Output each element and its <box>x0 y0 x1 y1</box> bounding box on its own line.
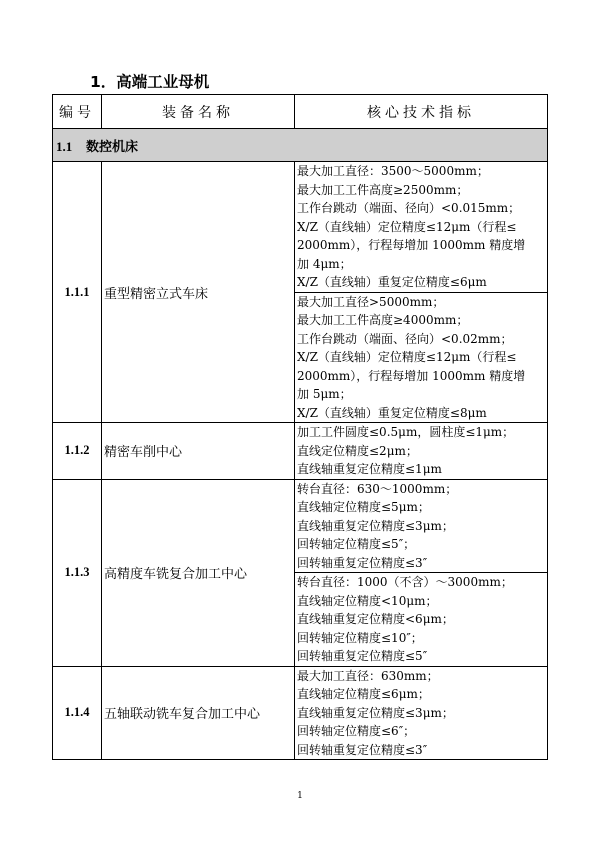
equipment-table <box>52 94 548 760</box>
category-row <box>53 129 548 162</box>
spec-line: 最大加工直径：630mm； <box>297 668 439 683</box>
spec-line: 2000mm），行程每增加 1000mm 精度增 <box>297 368 526 383</box>
header-row <box>53 95 548 129</box>
item-code: 1.1.1 <box>53 162 102 423</box>
spec-line: 直线轴重复定位精度<6μm； <box>297 612 454 626</box>
spec-line: 回转轴定位精度≤10″； <box>297 630 423 645</box>
header-code: 编号 <box>53 95 102 129</box>
spec-line: 加 5μm； <box>297 387 352 401</box>
spec-cell <box>295 479 548 573</box>
item-code: 1.1.4 <box>53 666 102 760</box>
spec-cell <box>295 573 548 667</box>
table-row <box>53 423 548 480</box>
spec-line: 直线轴重复定位精度≤1μm <box>297 462 442 476</box>
spec-line: 直线轴定位精度≤5μm； <box>297 500 430 514</box>
spec-line: 加工工件圆度≤0.5μm，圆柱度≤1μm； <box>297 425 515 439</box>
page-number: 1 <box>297 791 303 801</box>
spec-line: 回转轴定位精度≤5″； <box>297 537 416 551</box>
spec-line: 最大加工直径：3500～5000mm； <box>297 164 489 178</box>
item-code: 1.1.3 <box>53 479 102 666</box>
spec-line: 直线轴重复定位精度≤3μm； <box>297 518 454 533</box>
equipment-name: 五轴联动铣车复合加工中心 <box>102 666 295 760</box>
spec-line: 回转轴定位精度≤6″； <box>297 724 416 738</box>
item-code: 1.1.2 <box>53 423 102 480</box>
spec-line: X/Z（直线轴）定位精度≤12μm（行程≤ <box>297 350 517 364</box>
table-row <box>53 162 548 293</box>
spec-line: 加 4μm； <box>297 256 352 271</box>
spec-line: 回转轴重复定位精度≤3″ <box>297 555 428 570</box>
spec-cell <box>295 292 548 423</box>
spec-line: 直线轴重复定位精度≤3μm； <box>297 705 454 720</box>
spec-line: 最大加工工件高度≥2500mm； <box>297 182 469 197</box>
spec-line: 直线定位精度≤2μm； <box>297 443 418 458</box>
category-label: 数控机床 <box>86 139 139 155</box>
spec-line: X/Z（直线轴）重复定位精度≤8μm <box>297 405 487 420</box>
category-cell <box>53 129 548 162</box>
spec-line: X/Z（直线轴）定位精度≤12μm（行程≤ <box>297 219 517 234</box>
table-row <box>53 479 548 573</box>
spec-line: 回转轴重复定位精度≤3″ <box>297 742 428 757</box>
spec-line: 回转轴重复定位精度≤5″ <box>297 649 428 663</box>
equipment-name: 精密车削中心 <box>102 423 295 480</box>
header-name: 装备名称 <box>102 95 295 129</box>
spec-line: X/Z（直线轴）重复定位精度≤6μm <box>297 275 487 289</box>
spec-line: 转台直径：1000（不含）～3000mm； <box>297 575 513 589</box>
category-number: 1.1 <box>56 138 73 154</box>
spec-line: 最大加工工件高度≥4000mm； <box>297 313 469 327</box>
spec-line: 工作台跳动（端面、径向）<0.02mm； <box>297 331 513 346</box>
spec-line: 转台直径：630～1000mm； <box>297 481 458 496</box>
spec-line: 直线轴定位精度<10μm； <box>297 593 438 608</box>
equipment-name: 高精度车铣复合加工中心 <box>102 479 295 666</box>
spec-cell <box>295 666 548 760</box>
spec-line: 工作台跳动（端面、径向）<0.015mm； <box>297 201 521 215</box>
section-title: 1．高端工业母机 <box>90 73 210 91</box>
table-body <box>53 95 548 760</box>
header-spec: 核心技术指标 <box>295 95 548 129</box>
spec-cell <box>295 162 548 293</box>
equipment-name: 重型精密立式车床 <box>102 162 295 423</box>
spec-line: 最大加工直径>5000mm； <box>297 294 445 309</box>
spec-line: 2000mm），行程每增加 1000mm 精度增 <box>297 238 526 252</box>
table-row <box>53 666 548 760</box>
spec-line: 直线轴定位精度≤6μm； <box>297 687 430 701</box>
spec-cell <box>295 423 548 480</box>
